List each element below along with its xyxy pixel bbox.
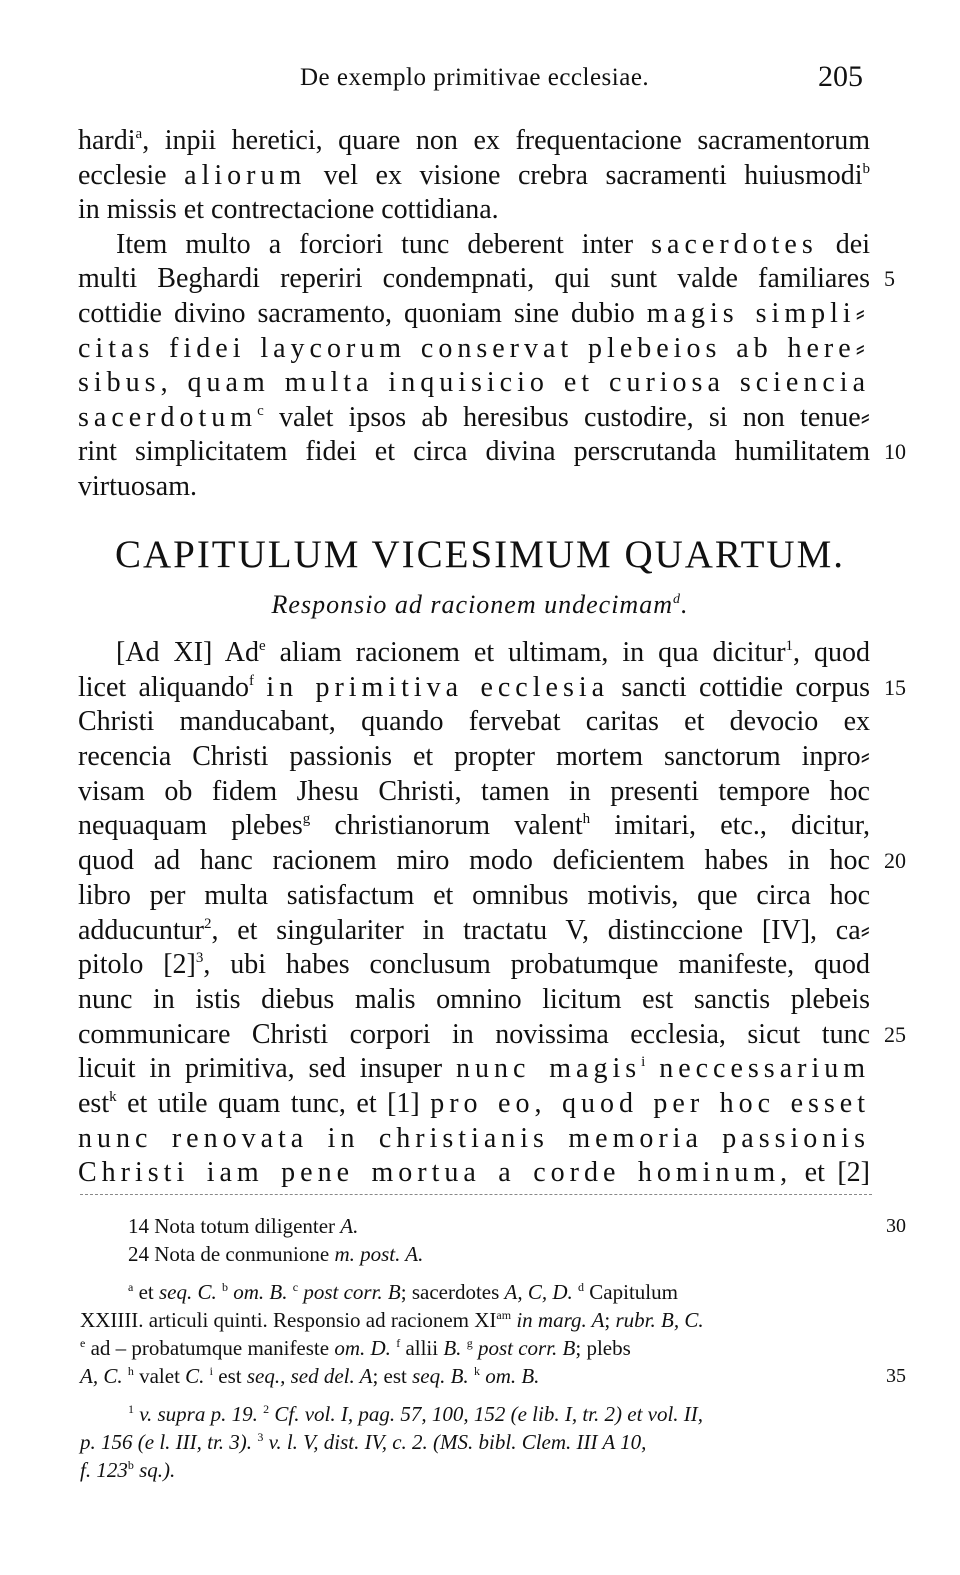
footnote-mark: g <box>466 1336 473 1350</box>
text-segment: nunc in istis diebus malis omnino licitum est sanctis plebeis <box>78 983 870 1015</box>
text-line <box>78 193 870 228</box>
text-line <box>78 879 870 914</box>
footnote-mark: 2 <box>263 1402 270 1416</box>
text-segment: sancti cottidie corpus <box>609 671 871 703</box>
footnote-mark: a <box>128 1280 134 1294</box>
text-line <box>78 1018 906 1053</box>
text-segment: communicare Christi corpori in novissima ecclesia, sicut tunc <box>78 1018 870 1050</box>
subtitle-text: Responsio ad racionem undecimam <box>271 590 673 619</box>
text-segment: et [2] <box>792 1157 870 1189</box>
text-segment: nequaquam plebes <box>78 810 303 842</box>
italic-text: post corr. B <box>303 1280 401 1304</box>
italic-text: sq.). <box>139 1458 176 1482</box>
italic-text: A, C. <box>80 1364 123 1388</box>
footnote-mark: k <box>473 1364 480 1378</box>
spaced-text: pro eo, quod per hoc esset <box>430 1087 871 1119</box>
text-segment: , quod <box>793 637 871 668</box>
text-line <box>78 636 870 671</box>
text-segment: imitari, etc., dicitur, <box>590 810 870 842</box>
text-line <box>78 332 870 367</box>
text-segment <box>204 1364 209 1388</box>
text-segment <box>645 1053 659 1084</box>
line-number: 15 <box>884 674 906 700</box>
text-segment <box>254 672 266 703</box>
text-segment: ; est <box>372 1364 413 1388</box>
spaced-text: neccessarium <box>659 1053 871 1085</box>
note-line <box>80 1240 872 1268</box>
italic-text: f. 123 <box>80 1458 128 1482</box>
line-number: 30 <box>886 1215 906 1237</box>
italic-text: B. <box>443 1336 462 1360</box>
footnote-mark: d <box>578 1280 585 1294</box>
text-segment: XXIIII. articuli quinti. Responsio ad racionem XI <box>80 1308 497 1332</box>
italic-text: Cf. vol. I, pag. 57, 100, 152 (e lib. I, tr. 2) et vol. II, <box>274 1402 704 1426</box>
italic-text: rubr. B, C. <box>615 1308 704 1332</box>
text-segment: valet ipsos ab heresibus custodire, si non tenue⸗ <box>263 401 870 433</box>
page-number: 205 <box>818 60 863 93</box>
text-line <box>78 1052 870 1087</box>
text-line <box>78 914 870 949</box>
note-line <box>80 1362 906 1390</box>
text-line <box>78 124 870 159</box>
footnote-mark: c <box>257 402 264 419</box>
spaced-text: sacerdotum <box>78 401 258 433</box>
italic-text: m. post. A. <box>334 1242 424 1266</box>
body-text-top <box>78 124 906 505</box>
text-line <box>78 705 870 740</box>
spaced-text: Christi iam pene mortua a corde hominum, <box>78 1157 793 1189</box>
text-segment: Item multo a forciori tunc deberent inter <box>116 228 652 260</box>
text-line <box>78 297 870 332</box>
italic-text: v. l. V, dist. IV, c. 2. (MS. bibl. Clem. III A 10, <box>268 1430 647 1454</box>
spaced-text: aliorum <box>184 159 307 191</box>
text-segment: virtuosam. <box>78 470 197 502</box>
text-segment: dei <box>817 228 870 260</box>
note-line <box>80 1306 872 1334</box>
line-number: 5 <box>884 266 895 292</box>
note-line <box>80 1334 872 1362</box>
text-segment: est <box>213 1364 247 1388</box>
text-line <box>78 1087 870 1122</box>
footnote-mark: 1 <box>128 1402 134 1416</box>
footnote-rule <box>80 1194 872 1195</box>
text-segment: valet <box>133 1364 186 1388</box>
text-segment: cottidie divino sacramento, quoniam sine dubio <box>78 297 647 329</box>
text-segment: recencia Christi passionis et propter mortem sanctorum inpro⸗ <box>78 741 870 773</box>
running-title: De exemplo primitivae ecclesiae. <box>300 64 650 91</box>
italic-text: v. supra p. 19. <box>139 1402 258 1426</box>
footnote-mark: i <box>641 1054 646 1071</box>
italic-text: om. B. <box>485 1364 540 1388</box>
italic-text: om. D. <box>334 1336 391 1360</box>
text-segment: ad – probatumque manifeste <box>85 1336 335 1360</box>
spaced-text: in primitiva ecclesia <box>266 671 610 703</box>
text-line <box>78 809 870 844</box>
footnote-mark: h <box>582 811 591 828</box>
text-line <box>78 844 906 879</box>
text-line <box>78 983 870 1018</box>
text-line <box>78 1122 870 1157</box>
text-segment: hardi <box>78 125 136 156</box>
text-segment: [Ad XI] Ad <box>116 637 259 668</box>
text-segment: pitolo [2] <box>78 949 196 981</box>
text-segment: visam ob fidem Jhesu Christi, tamen in presenti tempore hoc <box>78 775 870 807</box>
text-line <box>78 159 870 194</box>
text-segment: licet aliquando <box>78 671 249 703</box>
text-line <box>78 671 906 706</box>
text-segment: licuit in primitiva, sed insuper <box>78 1053 456 1085</box>
text-segment: , ubi habes conclusum probatumque manifeste, quod <box>203 949 870 981</box>
footnote-mark: am <box>496 1308 512 1322</box>
note-line <box>80 1278 872 1306</box>
footnote-mark: e <box>259 638 266 654</box>
text-line <box>78 366 870 401</box>
text-segment: et utile quam tunc, et [1] <box>116 1087 431 1119</box>
footnote-mark: i <box>209 1364 214 1378</box>
running-head <box>0 58 960 98</box>
chapter-subtitle <box>0 590 960 620</box>
text-segment: aliam racionem et ultimam, in qua dicitur <box>265 637 786 668</box>
text-line <box>78 740 870 775</box>
footnote-mark: f <box>396 1336 401 1350</box>
footnote-mark: 1 <box>785 638 794 654</box>
text-segment: ; plebs <box>575 1336 631 1360</box>
footnote-mark: k <box>109 1088 117 1105</box>
footnote-mark: 3 <box>257 1430 264 1444</box>
text-line <box>78 470 870 505</box>
apparatus-notes <box>80 1212 906 1484</box>
text-line <box>78 775 870 810</box>
text-segment: rint simplicitatem fidei et circa divina perscrutanda humilitatem <box>78 436 870 468</box>
text-segment: , et singulariter in tractatu V, distinccione [IV], ca⸗ <box>211 914 870 946</box>
spaced-text: sibus, quam multa inquisicio et curiosa sciencia <box>78 367 870 399</box>
text-segment <box>287 1280 292 1304</box>
text-segment: Capitulum <box>584 1280 678 1304</box>
text-segment: quod ad hanc racionem miro modo deficientem habes in hoc <box>78 845 870 877</box>
text-segment: in missis et contrectacione cottidiana. <box>78 194 499 226</box>
chapter-title: CAPITULUM VICESIMUM QUARTUM. <box>114 533 846 576</box>
text-line <box>78 435 906 470</box>
italic-text: C. <box>185 1364 205 1388</box>
spaced-text: sacerdotes <box>651 228 818 260</box>
text-line <box>78 1156 870 1191</box>
text-segment: , inpii heretici, quare non ex frequentacione sacramentorum <box>142 125 870 156</box>
italic-text: A. <box>340 1214 359 1238</box>
text-segment: adducuntur <box>78 914 204 946</box>
footnote-mark: b <box>221 1280 228 1294</box>
italic-text: seq., sed del. A <box>246 1364 373 1388</box>
body-text-main <box>78 636 906 1191</box>
note-line <box>80 1428 872 1456</box>
footnote-mark: 2 <box>203 915 212 932</box>
spaced-text: nunc magis <box>455 1053 642 1085</box>
spaced-text: nunc renovata in christianis memoria passionis <box>78 1122 870 1154</box>
spaced-text: citas fidei laycorum conservat plebeios ab here⸗ <box>78 332 870 364</box>
text-segment: multi Beghardi reperiri condempnati, qui sunt valde familiares <box>78 263 870 295</box>
text-segment: allii <box>400 1336 444 1360</box>
line-number: 35 <box>886 1365 906 1387</box>
text-segment: 24 Nota de conmunione <box>128 1242 335 1266</box>
spaced-text: magis simpli⸗ <box>646 297 870 329</box>
text-segment: ; <box>604 1308 616 1332</box>
italic-text: seq. C. <box>158 1280 217 1304</box>
footnote-mark: b <box>862 160 871 177</box>
text-line <box>78 262 895 297</box>
italic-text: seq. B. <box>412 1364 469 1388</box>
footnote-mark: f <box>248 672 254 689</box>
italic-text: post corr. B <box>477 1336 576 1360</box>
italic-text: p. 156 (e l. III, tr. 3). <box>80 1430 253 1454</box>
text-segment: ; sacerdotes <box>400 1280 505 1304</box>
text-segment: libro per multa satisfactum et omnibus motivis, que circa hoc <box>78 879 870 911</box>
text-segment: ecclesie <box>78 159 185 191</box>
line-number: 25 <box>884 1021 906 1047</box>
text-segment: christianorum valent <box>310 810 583 842</box>
footnote-mark: b <box>127 1458 134 1472</box>
text-segment: et <box>133 1280 159 1304</box>
footnote-mark: h <box>127 1364 134 1378</box>
line-number: 10 <box>884 439 906 465</box>
text-segment: 14 Nota totum diligenter <box>128 1214 341 1238</box>
footnote-mark: a <box>135 126 143 142</box>
line-number: 20 <box>884 848 906 874</box>
text-line <box>78 228 870 263</box>
footnote-mark: 3 <box>195 950 204 967</box>
subtitle-end: . <box>680 590 689 619</box>
italic-text: A, C, D. <box>504 1280 573 1304</box>
text-segment: est <box>78 1087 110 1119</box>
subtitle-footnote-mark: d <box>672 592 681 607</box>
italic-text: om. B. <box>233 1280 288 1304</box>
footnote-mark: g <box>302 811 311 828</box>
note-line <box>80 1212 906 1240</box>
text-segment: vel ex visione crebra sacramenti huiusmodi <box>306 159 863 191</box>
footnote-mark: c <box>292 1280 299 1294</box>
note-line <box>80 1400 872 1428</box>
footnote-mark: e <box>80 1336 86 1350</box>
text-line <box>78 948 870 983</box>
text-segment: Christi manducabant, quando fervebat caritas et devocio ex <box>78 706 870 738</box>
text-segment <box>461 1336 466 1360</box>
italic-text: in marg. A <box>516 1308 605 1332</box>
note-line <box>80 1456 872 1484</box>
text-line <box>78 401 870 436</box>
